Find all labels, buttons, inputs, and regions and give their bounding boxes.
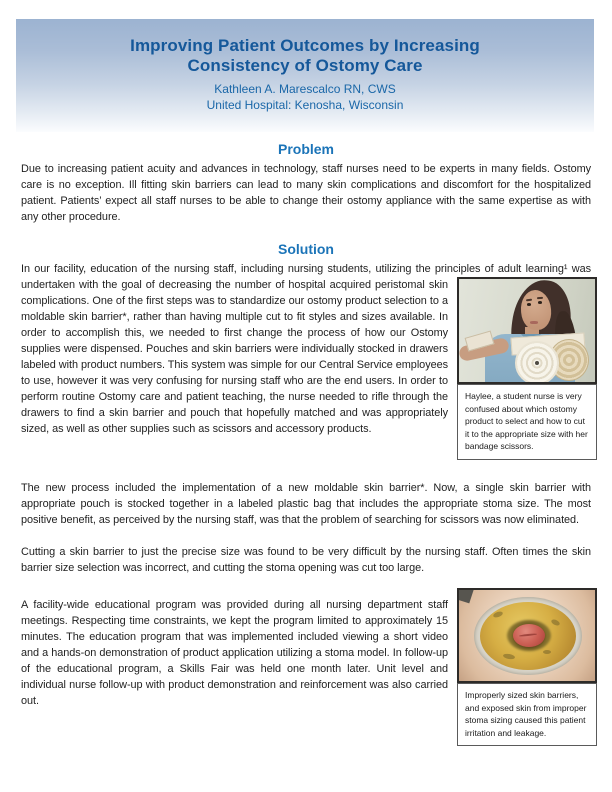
author-affiliation: United Hospital: Kenosha, Wisconsin bbox=[206, 97, 404, 112]
solution-paragraph-2: The new process included the implementation of a new moldable skin barrier*. Now, a single skin barrier with appropriate pouch is stocked together in a labeled plastic bag that includes the appropriate stoma size. The most positive benefit, as perceived by the nursing staff, was that the problem of searching for scissors was now eliminated. bbox=[21, 481, 591, 526]
stoma-photo-caption: Improperly sized skin barriers, and exposed skin from improper stoma sizing caused this patient irritation and leakage. bbox=[457, 683, 597, 746]
solution-paragraph-1 bbox=[21, 261, 591, 464]
nurse-eye-right bbox=[538, 301, 542, 304]
poster-title-line2: Consistency of Ostomy Care bbox=[187, 55, 423, 75]
nurse-mouth bbox=[530, 321, 538, 324]
nurse-photo bbox=[457, 277, 597, 384]
author-name: Kathleen A. Marescalco RN, CWS bbox=[214, 82, 396, 96]
stoma-irritation-spot bbox=[543, 650, 551, 654]
stoma-figure bbox=[457, 588, 597, 746]
problem-heading: Problem bbox=[277, 141, 334, 157]
solution-paragraph-4 bbox=[21, 597, 591, 750]
solution-p4-text: A facility-wide educational program was provided during all nursing department staff meetings. Respecting time constraints, we kept the program limited to approximately 15 minutes. The education program that was implemented included viewing a short video and a hands-on demonstration of product application utilizing a stoma model. In follow-up of the educational program, a Skills Fair was held one month later. Unit level and individual nurse follow-up with product demonstration and reinforcement was also carried out. bbox=[21, 598, 448, 707]
solution-heading: Solution bbox=[278, 241, 334, 257]
solution-p1-rest: learning¹ was undertaken with the goal of decreasing the number of hospital acquired peristomal skin complications. One of the first steps was to standardize our ostomy product selection to a moldable skin barrier*, rather than having multiple cut to fit styles and sizes available. In order to accomplish this, we needed to first change the process of how our Ostomy supplies were dispensed. Pouches and skin barriers were individually stocked in drawers labeled with product numbers. This system was simple for our Central Service employees to use, however it was very confusing for nursing staff who are the end users. In order to perform routine Ostomy care and patient teaching, the nurse needed to rifle through the drawers to find a skin barrier and pouch that hopefully matched and was appropriately sized, as well as other supplies such as scissors and accessory products. bbox=[21, 263, 591, 435]
poster-content bbox=[0, 141, 612, 750]
header-banner bbox=[16, 19, 594, 132]
poster-title bbox=[16, 36, 594, 75]
nurse-photo-caption: Haylee, a student nurse is very confused about which ostomy product to select and how to cut it to the appropriate size with her bandage scissors. bbox=[457, 384, 597, 460]
stoma-photo bbox=[457, 588, 597, 683]
nurse-figure bbox=[457, 277, 597, 460]
nurse-eye-left bbox=[527, 303, 531, 306]
solution-p1-intro: In our facility, education of the nursing staff, including nursing students, utilizing the principles of adult bbox=[21, 263, 522, 275]
author-block bbox=[16, 82, 594, 113]
solution-paragraph-3: Cutting a skin barrier to just the precise size was found to be very difficult by the nursing staff. Often times the skin barrier size selection was incorrect, and cutting the stoma opening was cut too large. bbox=[21, 545, 591, 574]
ostomy-disc-center bbox=[535, 361, 539, 365]
poster-title-line1: Improving Patient Outcomes by Increasing bbox=[130, 36, 480, 55]
problem-paragraph: Due to increasing patient acuity and advances in technology, staff nurses need to be experts in many fields. Ostomy care is no exception. Ill fitting skin barriers can lead to many skin complications and discomfort for the hospitalized patient. Patients’ expect all staff nurses to be able to change their ostomy appliance with the same expertise as with any other procedure. bbox=[21, 163, 591, 223]
